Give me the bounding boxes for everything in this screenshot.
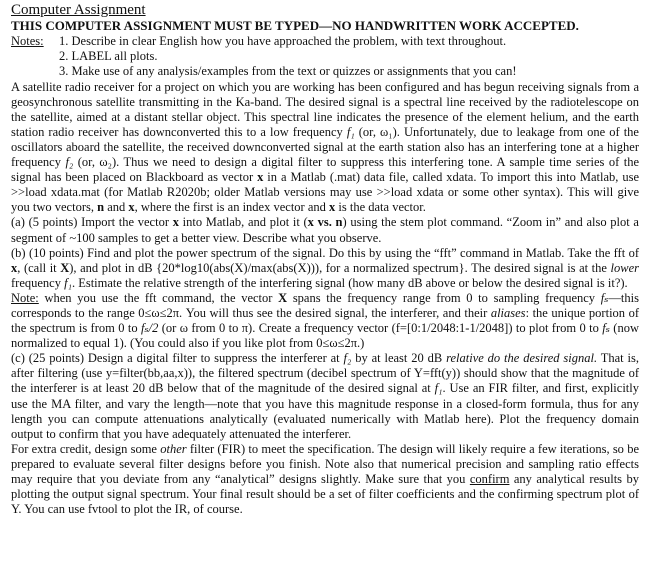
confirm-word: confirm [469,472,510,487]
notes-list [11,34,639,80]
notes-label: Notes: [11,34,44,48]
part-b-paragraph: (b) (10 points) Find and plot the power spectrum of the signal. Do this by using the “fft” command in Matlab. Take the fft of x, (call it X), and plot in dB {20*log10(abs(X)/max(abs(X))), for a normalized spectrum}. The desired signal is at the lower frequency f₁. Estimate the relative strength of the interfering signal (how many dB above or below the desired signal is it?). [11,245,640,290]
note-item [11,64,639,79]
note-text: 3. Make use of any analysis/examples from the text or quizzes or assignments that you can! [59,64,517,79]
note-item [11,34,639,49]
note-label: Note: [11,290,39,305]
note-text: 2. LABEL all plots. [59,49,158,64]
note-paragraph: Note: when you use the fft command, the vector X spans the frequency range from 0 to sampling frequency fₛ—this corresponds to the range 0≤ω≤2π. You will thus see the desired signal, the interferer, and their aliases: the unique portion of the spectrum is from 0 to fₛ/2 (or ω from 0 to π). Create a frequency vector (f=[0:1/2048:1-1/2048]) to plot from 0 to fₛ (now normalized to equal 1). (You could also if you like plot from 0≤ω≤2π.) [11,290,639,351]
typed-requirement-header: THIS COMPUTER ASSIGNMENT MUST BE TYPED—NO HANDWRITTEN WORK ACCEPTED. [11,18,579,33]
extra-credit-paragraph: For extra credit, design some other filter (FIR) to meet the specification. The design will likely require a few iterations, so be prepared to evaluate several filter designs before you finish. Note also that numerical precision and sampling ratio effects may require that you deviate from any “analytical” designs slightly. Make sure that you confirm any analytical results by plotting the output signal spectrum. Your final result should be a set of filter coefficients and the confirming spectrum plot of Y. You can use fvtool to plot the IR, of course. [11,441,639,517]
note-text: 1. Describe in clear English how you have approached the problem, with text throughout. [59,34,507,48]
note-item [11,49,639,64]
part-c-paragraph: (c) (25 points) Design a digital filter to suppress the interferer at f₂ by at least 20 dB relative do the desired signal. That is, after filtering (use y=filter(bb,aa,x)), the filtered spectrum (decibel spectrum of Y=fft(y)) should show that the magnitude of the interferer is at least 20 dB below that of the magnitude of the desired signal at f₁. Use an FIR filter, and first, explicitly use the MA filter, and vary the length—note that you have this magnitude response in a closed-form formula, thus for any length you can compute attenuations analytically (evaluated numerically with Matlab here). Plot the frequency domain output to confirm that you have adequately attenuated the interferer. [11,351,639,441]
intro-paragraph: A satellite radio receiver for a project on which you are working has been configured and has begun receiving signals from a geosynchronous satellite transmitting in the Ka-band. The desired signal is a spectral line received by the radiotelescope on the satellite, aimed at a distant stellar object. This spectral line indicates the presence of the element helium, and the earth station radio receiver has downconverted this to a low frequency f₁ (or, ω₁). Unfortunately, due to leakage from one of the oscillators aboard the satellite, the received downconverted signal at the earth station also has an interfering tone at a higher frequency f₂ (or, ω₂). Thus we need to design a digital filter to suppress this interfering tone. A sample time series of the signal has been placed on Blackboard as vector x in a Matlab (.mat) data file, called xdata. To import this into Matlab, use >>load xdata.mat (for Matlab R2020b; older Matlab versions may use >>load xdata or some other syntax). This will give you two vectors, n and x, where the first is an index vector and x is the data vector. [11,79,639,215]
page-title: Computer Assignment [11,2,146,18]
part-a-paragraph: (a) (5 points) Import the vector x into Matlab, and plot it (x vs. n) using the stem plot command. “Zoom in” and also plot a segment of ~100 samples to get a better view. Describe what you observe. [11,215,639,245]
